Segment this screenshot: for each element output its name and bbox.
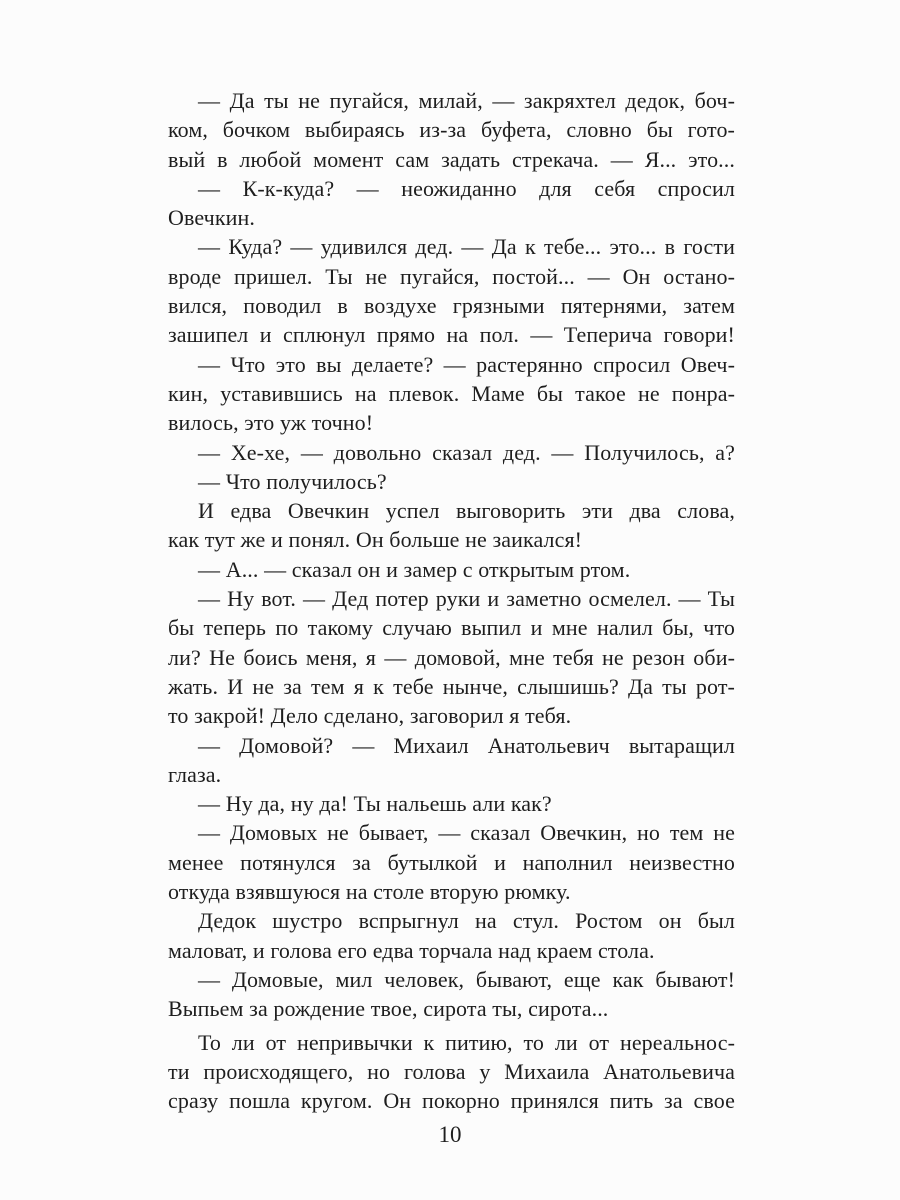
paragraph [168,174,735,233]
text-line: — Домовые, мил человек, бывают, еще как бывают! [198,966,735,992]
paragraph [168,584,735,730]
paragraph [168,818,735,906]
text-line: Выпьем за рождение твое, сирота ты, сирота... [168,996,609,1022]
text-line: маловат, и голова его едва торчала над краем стола. [168,937,655,963]
text-line: как тут же и понял. Он больше не заикался! [168,527,583,553]
text-line: ти происходящего, но голова у Михаила Анатольевича [168,1058,735,1084]
text-line: — Ну вот. — Дед потер руки и заметно осмелел. — Ты [198,586,735,612]
text-line: вился, поводил в воздухе грязными пятернями, затем [168,293,735,319]
page-number: 10 [438,1122,462,1147]
text-line: сразу пошла кругом. Он покорно принялся пить за свое [168,1088,735,1114]
text-line: менее потянулся за бутылкой и наполнил неизвестно [168,849,735,875]
text-line: — К-к-куда? — неожиданно для себя спросил [198,175,735,201]
text-line: ли? Не боись меня, я — домовой, мне тебя не резон оби- [168,644,735,670]
text-line: вроде пришел. Ты не пугайся, постой... — Он остано- [168,263,735,289]
paragraph [168,86,735,174]
paragraph [168,350,735,438]
text-line: — Хе-хе, — довольно сказал дед. — Получилось, а? [198,439,735,465]
text-line: бы теперь по такому случаю выпил и мне налил бы, что [168,615,735,641]
paragraph [168,1028,735,1116]
text-line: Дедок шустро вспрыгнул на стул. Ростом он был [198,908,735,934]
text-line: откуда взявшуюся на столе вторую рюмку. [168,879,571,905]
text-line: вый в любой момент сам задать стрекача. — Я... это... [168,146,735,172]
text-line: И едва Овечкин успел выговорить эти два слова, [198,498,735,524]
text-line: — А... — сказал он и замер с открытым ртом. [198,556,631,582]
paragraph [168,906,735,965]
text-line: жать. И не за тем я к тебе нынче, слышишь? Да ты рот- [168,673,735,699]
text-line: — Что это вы делаете? — растерянно спросил Овеч- [198,351,735,377]
paragraph [168,555,735,584]
paragraph [168,438,735,467]
text-line: ком, бочком выбираясь из-за буфета, словно бы гото- [168,117,735,143]
text-line: То ли от непривычки к питию, то ли от нереальнос- [198,1029,735,1055]
paragraph [168,965,735,1024]
text-line: — Домовых не бывает, — сказал Овечкин, но тем не [198,820,735,846]
text-line: зашипел и сплюнул прямо на пол. — Теперича говори! [168,322,735,348]
paragraph [168,731,735,790]
paragraph [168,496,735,555]
text-line: кин, уставившись на плевок. Маме бы такое не понра- [168,380,735,406]
paragraph [168,467,735,496]
text-line: глаза. [168,761,222,787]
text-line: — Что получилось? [198,468,387,494]
text-line: Овечкин. [168,205,255,231]
text-line: — Домовой? — Михаил Анатольевич вытаращил [198,732,735,758]
text-line: то закрой! Дело сделано, заговорил я тебя. [168,703,572,729]
text-line: вилось, это уж точно! [168,410,374,436]
text-line: — Да ты не пугайся, милай, — закряхтел дедок, боч- [198,88,735,113]
text-block [168,86,735,1115]
paragraph [168,789,735,818]
text-line: — Куда? — удивился дед. — Да к тебе... это... в гости [198,234,735,260]
paragraph [168,232,735,349]
text-line: — Ну да, ну да! Ты нальешь али как? [198,791,552,817]
